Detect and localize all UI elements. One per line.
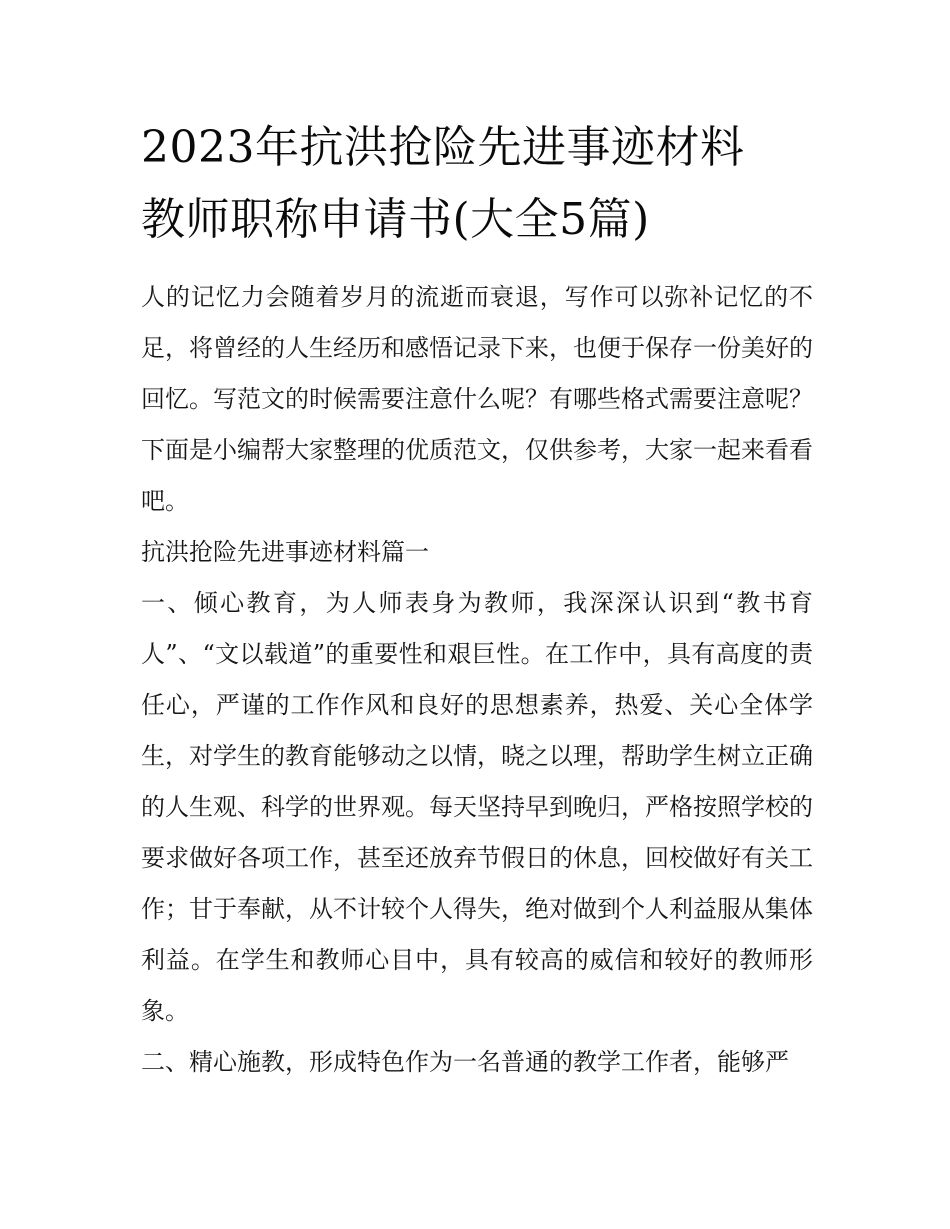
document-content <box>141 112 813 1088</box>
document-body <box>141 272 813 1088</box>
intro-paragraph: 人的记忆力会随着岁月的流逝而衰退，写作可以弥补记忆的不足，将曾经的人生经历和感悟记录下来，也便于保存一份美好的回忆。写范文的时候需要注意什么呢？有哪些格式需要注意呢？下面是小编帮大家整理的优质范文，仅供参考，大家一起来看看吧。 <box>141 283 813 515</box>
section-heading: 抗洪抢险先进事迹材料篇一 <box>141 538 429 566</box>
paragraph-2: 二、精心施教，形成特色作为一名普通的教学工作者，能够严 <box>141 1048 789 1076</box>
paragraph-1: 一、倾心教育，为人师表身为教师，我深深认识到“教书育人”、“文以载道”的重要性和艰巨性。在工作中，具有高度的责任心，严谨的工作作风和良好的思想素养，热爱、关心全体学生，对学生的教育能够动之以情，晓之以理，帮助学生树立正确的人生观、科学的世界观。每天坚持早到晚归，严格按照学校的要求做好各项工作，甚至还放弃节假日的休息，回校做好有关工作；甘于奉献，从不计较个人得失，绝对做到个人利益服从集体利益。在学生和教师心目中，具有较高的威信和较好的教师形象。 <box>141 589 813 1025</box>
title-line-1: 2023年抗洪抢险先进事迹材料 <box>141 122 745 173</box>
title-line-2: 教师职称申请书(大全5篇) <box>141 194 650 245</box>
document-title <box>141 112 813 256</box>
